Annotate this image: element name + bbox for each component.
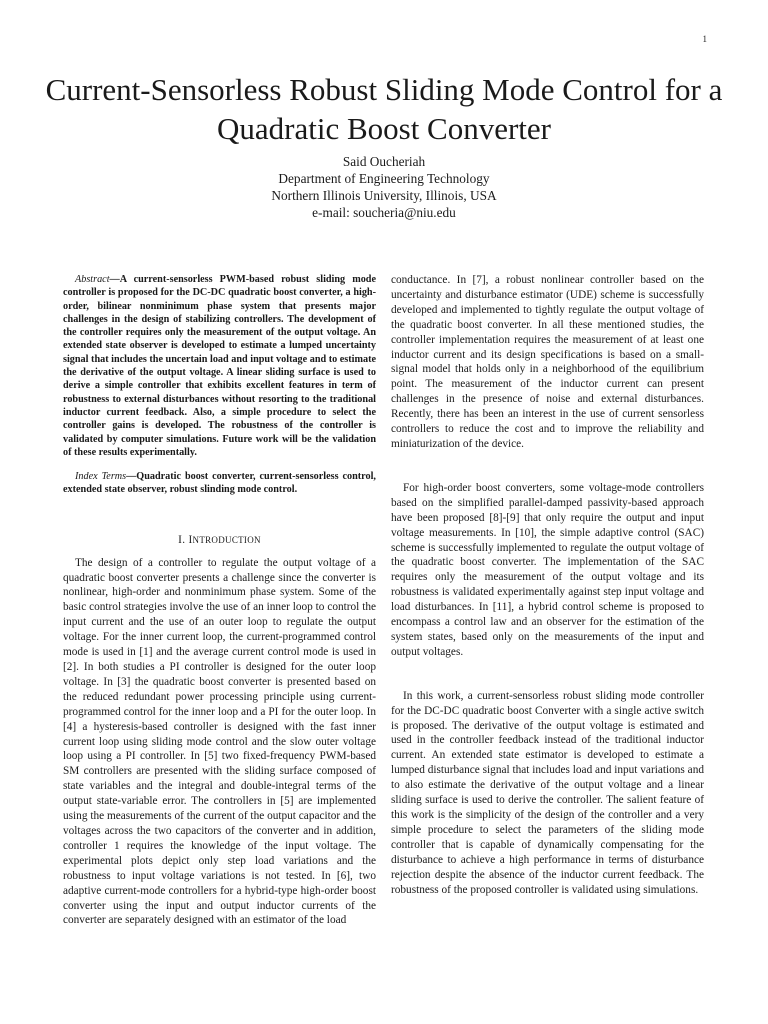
author-name: Said Oucheriah [342, 154, 426, 169]
right-column [391, 273, 704, 897]
index-terms-text: —Quadratic boost converter, current-sensorless control, extended state observer, robust slinding mode control. [63, 471, 376, 496]
intro-paragraph-3: In this work, a current-sensorless robust sliding mode controller for the DC-DC quadratic boost Converter with a single active switch is proposed. The derivative of the output voltage is estimated and used in the controller feedback instead of the traditional inductor current. An extended state estimator is developed to estimate a lumped disturbance signal that includes load and input variations and to also estimate the derivative of the output voltage and a linear sliding surface is used to derive the controller. The salient feature of this work is the simplicity of the design of the controller and a very simple procedure to select the parameters of the sliding mode controller that is capable of dynamically compensating for the disturbance to achieve a high performance in terms of disturbance rejection despite the absence of the inductor current feedback. The robustness of the proposed controller is validated using simulations. [391, 689, 704, 896]
abstract-label: Abstract [75, 274, 110, 285]
author-department: Department of Engineering Technology [278, 171, 490, 186]
section-number: I. [178, 533, 186, 546]
intro-paragraph-2: For high-order boost converters, some voltage-mode controllers based on the simplified parallel-damped passivity-based approach have been proposed [8]-[9] that only require the output and input voltage measurements. In [10], the simple adaptive control (SAC) scheme is successfully implemented to regulate the output voltage of the quadratic boost converter. The implementation of the SAC requires only the measurement of the output voltage and its robustness is validated experimentally against step input voltage and load disturbances. In [11], a hybrid control scheme is proposed to encompass a control law and an observer for the estimation of the system states, based only on the measurements of the input and output voltages. [391, 481, 704, 658]
section-title-rest: NTRODUCTION [192, 534, 261, 545]
abstract [63, 273, 376, 459]
author-email: e-mail: soucheria@niu.edu [312, 205, 456, 220]
paper-title: Current-Sensorless Robust Sliding Mode Control for a Quadratic Boost Converter [45, 72, 723, 146]
author-university: Northern Illinois University, Illinois, USA [271, 188, 497, 203]
abstract-text: —A current-sensorless PWM-based robust sliding mode controller is proposed for the DC-DC quadratic boost converter, a high-order, bilinear nonminimum phase system that presents major challenges in the design of stabilizing controllers. The development of the controller requires only the measurement of the output voltage. An extended state observer is developed to estimate a lumped uncertainty signal that includes the uncertain load and input voltage and to estimate the derivative of the output voltage. A linear sliding surface is used to derive a simple controller that exhibits excellent features in term of robustness to external disturbances without resorting to the traditional inductor current feedback. Also, a simple procedure to select the controller gains is developed. The robustness of the controller is validated by computer simulations. Future work will be the validation of these results experimentally. [63, 274, 376, 458]
left-column [63, 273, 376, 928]
page-number: 1 [702, 34, 707, 44]
section-heading-introduction [63, 533, 376, 548]
section-first-letter: I [188, 533, 193, 546]
intro-paragraph-1-continued: conductance. In [7], a robust nonlinear controller based on the uncertainty and disturbance estimator (UDE) scheme is successfully developed and implemented to tightly regulate the output voltage of the quadratic boost converter. In all these mentioned studies, the controller implementation requires the measurement of at least one inductor current and its design specifications is based on a small-signal model that holds only in a neighborhood of the equilibrium point. The measurement of the inductor current can present challenges in the presence of noise and external disturbances. Recently, there has been an interest in the use of current sensorless controllers to reduce the cost and to improve the reliability and miniaturization of the device. [391, 274, 704, 450]
intro-paragraph-1: The design of a controller to regulate the output voltage of a quadratic boost converter presents a challenge since the converter is nonlinear, high-order and nonminimum phase system. Some of the basic control strategies involve the use of an inner loop to control the input current and the use of an outer loop to regulate the output voltage. For the inner current loop, the current-programmed control mode is used in [1] and the average current control mode is used in [2]. In both studies a PI controller is designed for the outer loop voltage. In [3] the quadratic boost converter is presented based on the reduced redundant power processing principle using current-programmed control for the inner loop and a PI for the outer loop. In [4] a hysteresis-based controller is designed with the fast inner current loop using sliding mode control and the slow outer voltage loop using a PI controller. In [5] two fixed-frequency PWM-based SM controllers are presented with the sliding surface composed of state variables and the integral and double-integral terms of the output state-variable error. The controllers in [5] are implemented using the measurements of the current of the output capacitor and the voltages across the two capacitors of the converter and in addition, controller 1 requires the knowledge of the input voltage. The experimental plots depict only step load variations and the robustness to input voltage variations is not tested. In [6], two adaptive current-mode controllers for a hybrid-type high-order boost converter using the input and output inductor currents of the converter are separately designed with an estimator of the load [63, 556, 376, 927]
index-terms [63, 470, 376, 497]
index-terms-label: Index Terms [75, 471, 127, 483]
author-block [0, 153, 768, 221]
